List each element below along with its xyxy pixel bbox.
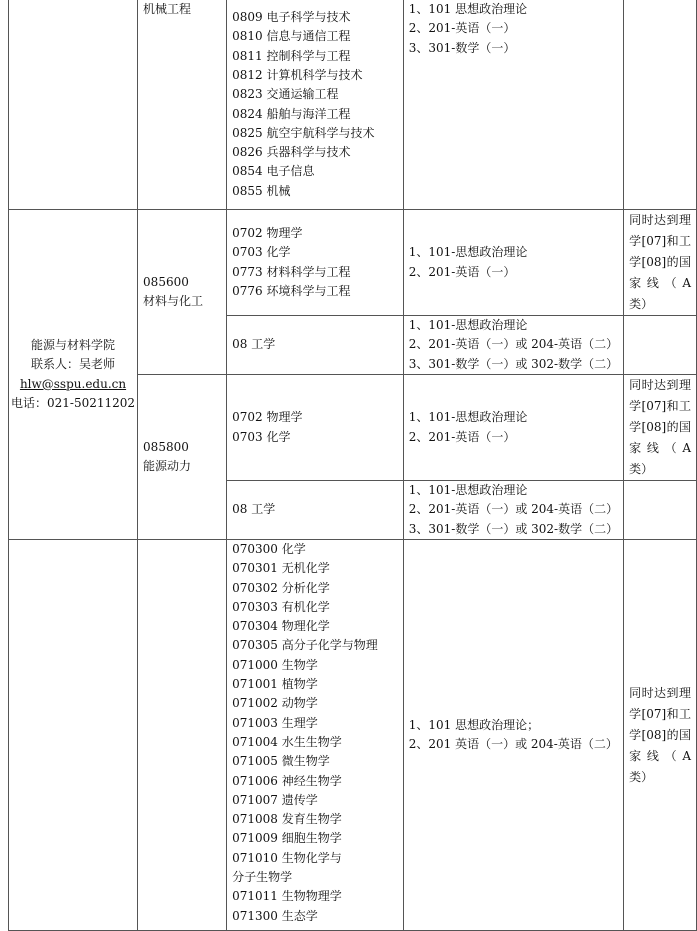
exams-cell [403,316,623,375]
discipline-item: 070305 高分子化学与物理 [232,638,378,653]
discipline-item: 071004 水生生物学 [232,734,342,749]
exam-item: 1、101 思想政治理论； [408,717,540,732]
discipline-item: 0703 化学 [232,245,291,260]
exam-item: 1、101 思想政治理论 [408,2,528,16]
exam-item: 3、301-数学（一） [408,40,516,55]
major-text: 能源动力 [143,459,192,473]
major-text: 085800 [143,439,189,454]
exams-cell [403,375,623,481]
discipline-item: 0826 兵器科学与技术 [232,145,351,160]
exam-item: 2、201-英语（一）或 204-英语（二） [408,337,619,352]
table-row [9,540,697,931]
major-cell [138,210,227,375]
discipline-item: 071011 生物物理学 [232,889,342,904]
exams-cell [403,210,623,316]
discipline-item: 0855 机械 [232,183,291,198]
discipline-item: 0854 电子信息 [232,164,315,179]
discipline-item: 0776 环境科学与工程 [232,283,351,298]
exam-item: 3、301-数学（一）或 302-数学（二） [408,356,619,371]
discipline-item: 0811 控制科学与工程 [232,48,351,63]
disciplines-cell [227,0,404,210]
discipline-item: 070304 物理化学 [232,619,330,634]
discipline-item: 071007 遗传学 [232,792,318,807]
exam-item: 2、201-英语（一）或 204-英语（二） [408,502,619,517]
discipline-item: 071008 发育生物学 [232,812,342,827]
college-cell [9,540,138,931]
admissions-table [8,0,697,931]
discipline-item: 071006 神经生物学 [232,773,342,788]
exam-item: 2、201 英语（一）或 204-英语（二） [408,737,618,751]
note-cell [624,210,697,316]
college-info: 能源与材料学院 [31,337,116,352]
disciplines-cell [227,375,404,481]
exam-item: 1、101-思想政治理论 [408,245,528,260]
note-cell [624,0,697,210]
discipline-item: 08 工学 [232,337,276,352]
discipline-item: 分子生物学 [232,870,293,885]
exams-cell [403,481,623,540]
exam-item: 2、201-英语（一） [408,21,516,36]
major-text: 材料与化工 [143,294,204,308]
major-text: 085600 [143,274,189,289]
discipline-item: 0702 物理学 [232,410,303,425]
discipline-item: 0824 船舶与海洋工程 [232,106,351,121]
discipline-item: 070302 分析化学 [232,580,330,595]
discipline-item: 071005 微生物学 [232,754,330,769]
discipline-item: 0812 计算机科学与技术 [232,67,363,82]
exam-item: 1、101-思想政治理论 [408,483,528,498]
exam-item: 1、101-思想政治理论 [408,318,528,333]
disciplines-cell [227,481,404,540]
discipline-item: 071003 生理学 [232,715,318,730]
exams-cell [403,0,623,210]
note-cell [624,481,697,540]
email-link[interactable]: hlw@sspu.edu.cn [19,376,127,391]
discipline-item: 0773 材料科学与工程 [232,264,351,279]
disciplines-cell [227,540,404,931]
table-row [9,210,697,316]
major-cell [138,0,227,210]
note-cell [624,540,697,931]
discipline-item: 071300 生态学 [232,908,318,923]
discipline-item: 070303 有机化学 [232,599,330,614]
table-row [9,0,697,210]
note-text: 同时达到理学[07]和工学[08]的国家线（A 类） [629,685,691,784]
discipline-item: 070300 化学 [232,542,306,556]
discipline-item: 071001 植物学 [232,677,318,692]
note-cell [624,316,697,375]
discipline-item: 071002 动物学 [232,696,318,711]
discipline-item: 08 工学 [232,502,276,517]
major-text: 机械工程 [143,2,192,16]
exam-item: 2、201-英语（一） [408,429,516,444]
disciplines-cell [227,210,404,316]
exam-item: 3、301-数学（一）或 302-数学（二） [408,521,619,536]
discipline-item: 0810 信息与通信工程 [232,29,351,44]
discipline-item: 0823 交通运输工程 [232,87,339,102]
discipline-item: 0702 物理学 [232,225,303,240]
major-cell [138,540,227,931]
discipline-item: 071009 细胞生物学 [232,831,342,846]
exams-cell [403,540,623,931]
college-info: 联系人：吴老师 [31,357,116,372]
exam-item: 1、101-思想政治理论 [408,410,528,425]
note-text: 同时达到理学[07]和工学[08]的国家线（A 类） [629,378,691,476]
discipline-item: 0825 航空宇航科学与技术 [232,125,375,140]
note-text: 同时达到理学[07]和工学[08]的国家线（A 类） [629,213,691,311]
exam-item: 2、201-英语（一） [408,264,516,279]
college-contact-cell [9,210,138,540]
note-cell [624,375,697,481]
discipline-item: 071010 生物化学与 [232,850,342,865]
college-info: 电话：021-50211202 [11,395,136,410]
college-cell [9,0,138,210]
disciplines-cell [227,316,404,375]
discipline-item: 071000 生物学 [232,657,318,672]
discipline-item: 070301 无机化学 [232,561,330,576]
discipline-item: 0809 电子科学与技术 [232,10,351,25]
major-cell [138,375,227,540]
discipline-item: 0703 化学 [232,429,291,444]
